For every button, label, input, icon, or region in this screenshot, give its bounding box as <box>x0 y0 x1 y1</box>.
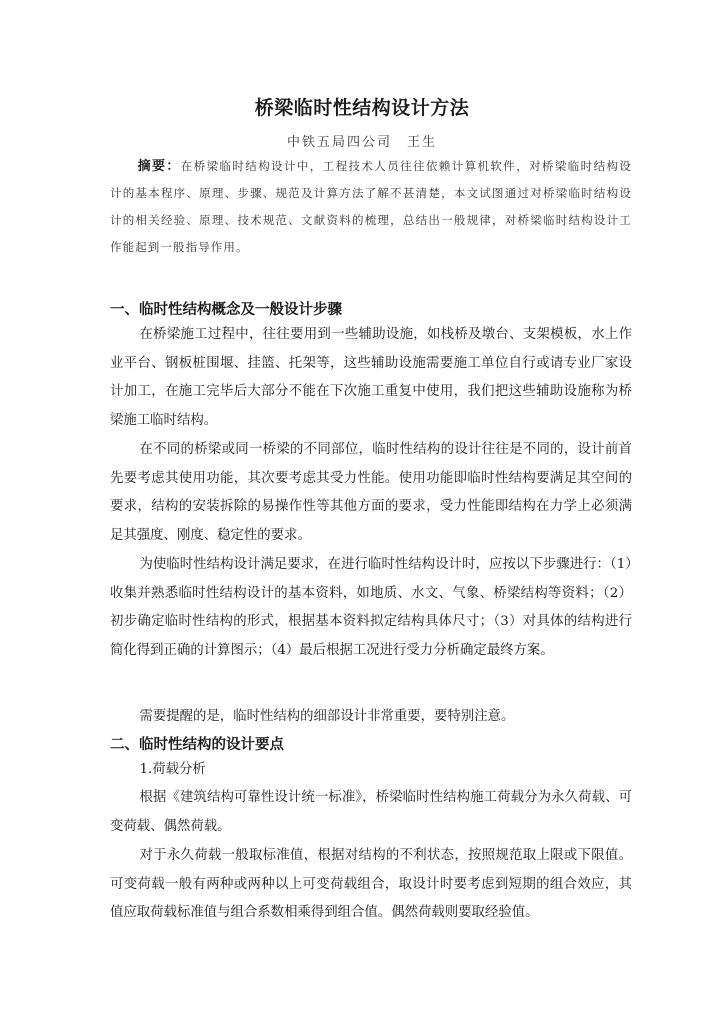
body-paragraph: 对于永久荷载一般取标准值，根据对结构的不利状态，按照规范取上限或下限值。可变荷载一般有两种或两种以上可变荷载组合，取设计时要考虑到短期的组合效应，其值应取荷载标准值与组合系数相乘得到组合值。偶然荷载则要取经验值。 <box>110 848 632 920</box>
body-paragraph: 需要提醒的是，临时性结构的细部设计非常重要，要特别注意。 <box>139 709 515 724</box>
body-paragraph: 根据《建筑结构可靠性设计统一标准》，桥梁临时性结构施工荷载分为永久荷载、可变荷载、偶然荷载。 <box>110 790 632 834</box>
section-heading-2: 二、临时性结构的设计要点 <box>110 737 284 753</box>
subsection-heading: 1.荷载分析 <box>139 762 206 777</box>
author-line: 中铁五局四公司 王生 <box>286 135 437 150</box>
section-heading-1: 一、临时性结构概念及一般设计步骤 <box>110 302 342 318</box>
abstract-label: 摘要： <box>137 159 181 174</box>
body-paragraph: 在桥梁施工过程中，往往要用到一些辅助设施，如栈桥及墩台、支架模板，水上作业平台、钢板桩围堰、挂篮、托架等，这些辅助设施需要施工单位自行或请专业厂家设计加工，在施工完毕后大部分不能在下次施工重复中使用，我们把这些辅助设施称为桥梁施工临时结构。 <box>110 327 632 428</box>
body-paragraph: 为使临时性结构设计满足要求，在进行临时性结构设计时，应按以下步骤进行：（1）收集并熟悉临时性结构设计的基本资料，如地质、水文、气象、桥梁结构等资料；（2）初步确定临时性结构的形式，根据基本资料拟定结构具体尺寸；（3）对具体的结构进行简化得到正确的计算图示；（4）最后根据工况进行受力分析确定最终方案。 <box>110 557 632 658</box>
abstract-paragraph <box>110 153 632 261</box>
body-paragraph: 在不同的桥梁或同一桥梁的不同部位，临时性结构的设计往往是不同的，设计前首先要考虑其使用功能，其次要考虑其受力性能。使用功能即临时性结构要满足其空间的要求，结构的安装拆除的易操作性等其他方面的要求，受力性能即结构在力学上必须满足其强度、刚度、稳定性的要求。 <box>110 442 632 543</box>
abstract-text: 在桥梁临时结构设计中，工程技术人员往往依赖计算机软件，对桥梁临时结构设计的基本程序、原理、步骤、规范及计算方法了解不甚清楚，本文试图通过对桥梁临时结构设计的相关经验、原理、技术规范、文献资料的梳理，总结出一般规律，对桥梁临时结构设计工作能起到一般指导作用。 <box>110 159 632 254</box>
page-title: 桥梁临时性结构设计方法 <box>254 97 470 119</box>
